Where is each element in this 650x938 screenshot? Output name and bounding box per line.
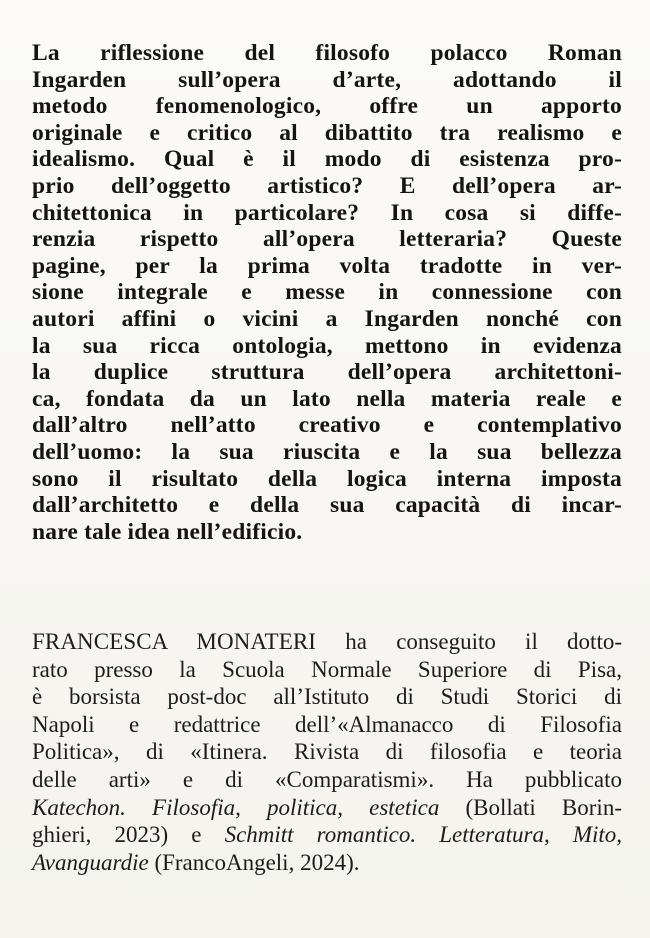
- bio-line: Katechon. Filosofia, politica, estetica (Bollati Borin-: [32, 794, 622, 820]
- bio-line: ghieri, 2023) e Schmitt romantico. Letteratura, Mito,: [32, 822, 623, 848]
- blurb-line: la duplice struttura dell’opera architettoni-: [32, 359, 622, 386]
- book-title-katechon: Katechon. Filosofia, politica, estetica: [32, 794, 440, 820]
- book-title-schmitt: Schmitt romantico. Letteratura, Mito,: [224, 822, 623, 848]
- bio-line: Avanguardie (FrancoAngeli, 2024).: [32, 849, 360, 875]
- author-name: FRANCESCA MONATERI: [32, 629, 317, 654]
- blurb-line: sono il risultato della logica interna imposta: [32, 465, 622, 492]
- blurb-line: dall’altro nell’atto creativo e contemplativo: [32, 412, 622, 439]
- blurb-line: la sua ricca ontologia, mettono in evidenza: [32, 332, 622, 359]
- blurb-line: metodo fenomenologico, offre un apporto: [32, 93, 622, 120]
- blurb-line: dell’uomo: la sua riuscita e la sua bellezza: [32, 438, 622, 465]
- bio-line: è borsista post-doc all’Istituto di Studi Storici di: [32, 684, 622, 710]
- blurb-line: dall’architetto e della sua capacità di incar-: [32, 492, 622, 519]
- bio-line: FRANCESCA MONATERI ha conseguito il dotto-: [32, 629, 622, 654]
- blurb-line: originale e critico al dibattito tra realismo e: [32, 119, 622, 146]
- blurb-line: sione integrale e messe in connessione con: [32, 279, 622, 306]
- bio-line: rato presso la Scuola Normale Superiore di Pisa,: [32, 656, 622, 682]
- blurb-line: Ingarden sull’opera d’arte, adottando il: [32, 66, 622, 93]
- blurb-line: prio dell’oggetto artistico? E dell’opera ar-: [32, 172, 622, 199]
- blurb-line: nare tale idea nell’edificio.: [32, 518, 303, 545]
- blurb-line: idealismo. Qual è il modo di esistenza pro-: [32, 146, 622, 173]
- book-title-schmitt-cont: Avanguardie: [32, 849, 149, 875]
- bio-line: delle arti» e di «Comparatismi». Ha pubblicato: [32, 766, 622, 792]
- bio-line: Napoli e redattrice dell’«Almanacco di Filosofia: [32, 711, 622, 737]
- blurb-line: La riflessione del filosofo polacco Roman: [32, 40, 622, 66]
- book-blurb: [32, 40, 622, 545]
- blurb-line: pagine, per la prima volta tradotte in ver-: [32, 252, 622, 279]
- blurb-line: autori affini o vicini a Ingarden nonché con: [32, 305, 622, 332]
- bio-line: Politica», di «Itinera. Rivista di filosofia e teoria: [32, 739, 622, 765]
- author-bio: [32, 628, 622, 876]
- blurb-line: renzia rispetto all’opera letteraria? Queste: [32, 226, 622, 253]
- blurb-line: ca, fondata da un lato nella materia reale e: [32, 385, 622, 412]
- blurb-line: chitettonica in particolare? In cosa si diffe-: [32, 199, 622, 226]
